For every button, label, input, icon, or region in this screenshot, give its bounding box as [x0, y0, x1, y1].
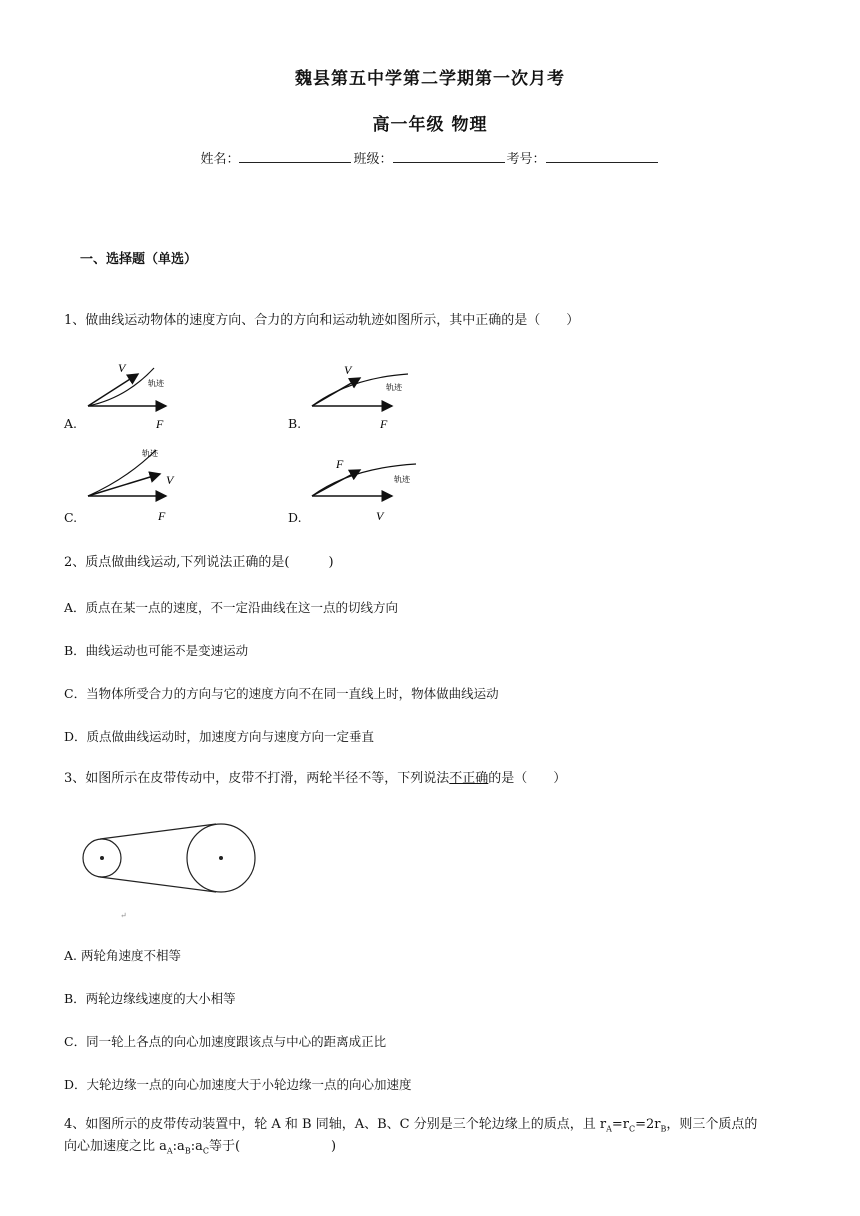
q3-option-a[interactable]: A. 两轮角速度不相等 — [64, 948, 181, 963]
q1-figure-a — [86, 356, 186, 436]
track-label: 轨迹 — [148, 379, 164, 388]
q2-option-a[interactable]: A．质点在某一点的速度，不一定沿曲线在这一点的切线方向 — [64, 600, 399, 615]
section-title: 一、选择题（单选） — [80, 252, 198, 267]
q4-eq2: =2r — [635, 1117, 661, 1132]
q4-sub-c: C — [629, 1124, 636, 1134]
q4-line2-pre: 向心加速度之比 a — [64, 1139, 167, 1154]
velocity-arrow — [88, 474, 160, 496]
q4-ratio-sub-b: B — [184, 1146, 191, 1156]
q4-stem-line2 — [64, 1138, 336, 1161]
student-info-line — [0, 148, 860, 167]
q4-line1-pre: 4、如图所示的皮带传动装置中，轮 A 和 B 同轴，A、B、C 分别是三个轮边缘上的质点，且 r — [64, 1117, 607, 1132]
velocity-arrow — [88, 374, 138, 406]
q4-line2-post: 等于( ) — [208, 1139, 337, 1154]
q2-option-d[interactable]: D．质点做曲线运动时，加速度方向与速度方向一定垂直 — [64, 729, 375, 744]
q3-stem-post: 的是（ ） — [488, 771, 567, 786]
exam-no-label: 考号： — [506, 152, 546, 167]
q1-label-b[interactable]: B. — [288, 416, 302, 431]
f-label: F — [336, 457, 344, 471]
q2-option-b[interactable]: B．曲线运动也可能不是变速运动 — [64, 643, 249, 658]
q4-colon2: :a — [190, 1139, 203, 1154]
q4-ratio-sub-a: A — [166, 1146, 173, 1156]
v-label: V — [166, 473, 174, 487]
v-label: V — [344, 363, 352, 377]
q4-ratio-sub-c: C — [202, 1146, 209, 1156]
small-wheel-center — [100, 856, 104, 860]
track-label: 轨迹 — [142, 449, 158, 458]
q1-figure-b — [310, 356, 420, 436]
q3-option-c[interactable]: C．同一轮上各点的向心加速度跟该点与中心的距离成正比 — [64, 1034, 387, 1049]
large-wheel-center — [219, 856, 223, 860]
q1-label-a[interactable]: A. — [64, 416, 78, 431]
class-blank[interactable] — [393, 150, 505, 163]
f-label: F — [156, 417, 164, 431]
class-label: 班级： — [353, 152, 393, 167]
q3-option-b[interactable]: B．两轮边缘线速度的大小相等 — [64, 991, 236, 1006]
f-label: F — [158, 509, 166, 523]
f-label: F — [380, 417, 388, 431]
q4-line1-post: ，则三个质点的 — [666, 1117, 758, 1132]
belt-top — [100, 824, 216, 839]
name-blank[interactable] — [239, 150, 351, 163]
name-label: 姓名： — [200, 152, 240, 167]
q4-sub-a: A — [606, 1124, 612, 1134]
q2-option-c[interactable]: C．当物体所受合力的方向与它的速度方向不在同一直线上时，物体做曲线运动 — [64, 686, 499, 701]
q3-stem-pre: 3、如图所示在皮带传动中，皮带不打滑，两轮半径不等，下列说法 — [64, 771, 450, 786]
q3-stem — [64, 770, 566, 788]
exam-no-blank[interactable] — [546, 150, 658, 163]
track-label: 轨迹 — [386, 383, 402, 392]
exam-title: 魏县第五中学第二学期第一次月考 — [295, 69, 565, 89]
q1-label-d[interactable]: D. — [288, 510, 302, 525]
q4-colon1: :a — [172, 1139, 185, 1154]
exam-subtitle: 高一年级 物理 — [372, 115, 488, 135]
q4-sub-b: B — [660, 1124, 667, 1134]
q2-stem: 2、质点做曲线运动,下列说法正确的是( ) — [64, 555, 334, 570]
q1-stem: 1、做曲线运动物体的速度方向、合力的方向和运动轨迹如图所示，其中正确的是（ ） — [64, 313, 580, 328]
q3-option-d[interactable]: D．大轮边缘一点的向心加速度大于小轮边缘一点的向心加速度 — [64, 1077, 412, 1092]
track-label: 轨迹 — [394, 475, 410, 484]
q1-figure-d — [310, 446, 420, 526]
belt-bottom — [100, 877, 216, 892]
q1-label-c[interactable]: C. — [64, 510, 78, 525]
q4-eq1: =r — [611, 1117, 629, 1132]
q3-belt-figure — [70, 808, 280, 924]
q4-stem-line1 — [64, 1116, 757, 1139]
return-mark: ↵ — [120, 911, 127, 920]
force-arrow — [312, 470, 360, 496]
q3-stem-underline: 不正确 — [449, 771, 489, 786]
v-label: V — [376, 509, 384, 523]
v-label: V — [118, 361, 126, 375]
q1-figure-c — [86, 446, 186, 526]
